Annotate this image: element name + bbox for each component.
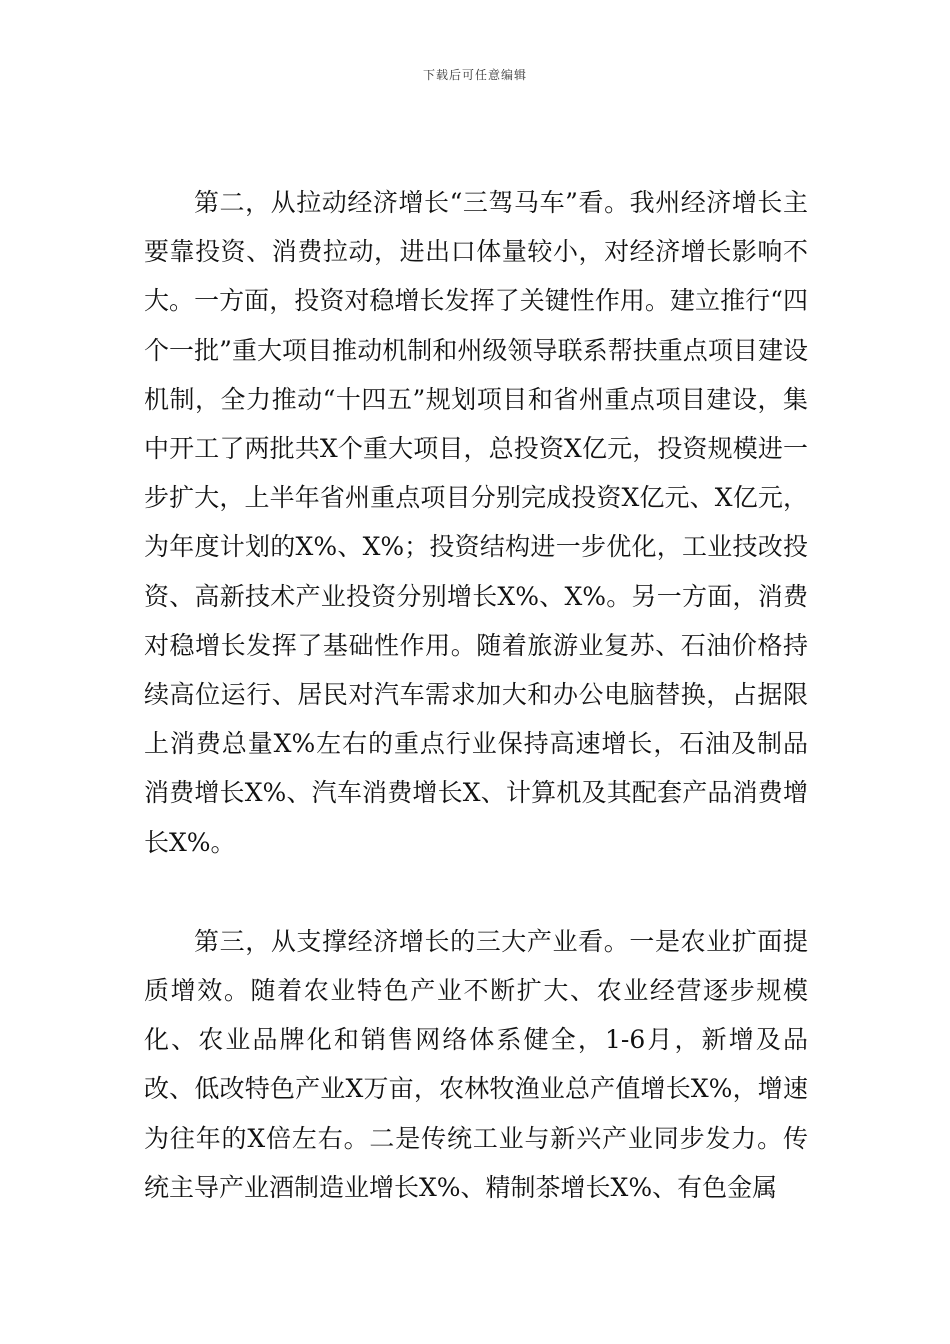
document-body xyxy=(144,178,808,1212)
page-header: 下载后可任意编辑 xyxy=(422,68,527,82)
paragraph-second: 第二，从拉动经济增长“三驾马车”看。我州经济增长主要靠投资、消费拉动，进出口体量较小，对经济增长影响不大。一方面，投资对稳增长发挥了关键性作用。建立推行“四个一批”重大项目推动机制和州级领导联系帮扶重点项目建设机制，全力推动“十四五”规划项目和省州重点项目建设，集中开工了两批共X个重大项目，总投资X亿元，投资规模进一步扩大，上半年省州重点项目分别完成投资X亿元、X亿元，为年度计划的X%、X%；投资结构进一步优化，工业技改投资、高新技术产业投资分别增长X%、X%。另一方面，消费对稳增长发挥了基础性作用。随着旅游业复苏、石油价格持续高位运行、居民对汽车需求加大和办公电脑替换，占据限上消费总量X%左右的重点行业保持高速增长，石油及制品消费增长X%、汽车消费增长X、计算机及其配套产品消费增长X%。 xyxy=(144,188,808,857)
paragraph-third: 第三，从支撑经济增长的三大产业看。一是农业扩面提质增效。随着农业特色产业不断扩大、农业经营逐步规模化、农业品牌化和销售网络体系健全，1-6月，新增及品改、低改特色产业X万亩，农林牧渔业总产值增长X%，增速为往年的X倍左右。二是传统工业与新兴产业同步发力。传统主导产业酒制造业增长X%、精制茶增长X%、有色金属 xyxy=(144,926,808,1202)
